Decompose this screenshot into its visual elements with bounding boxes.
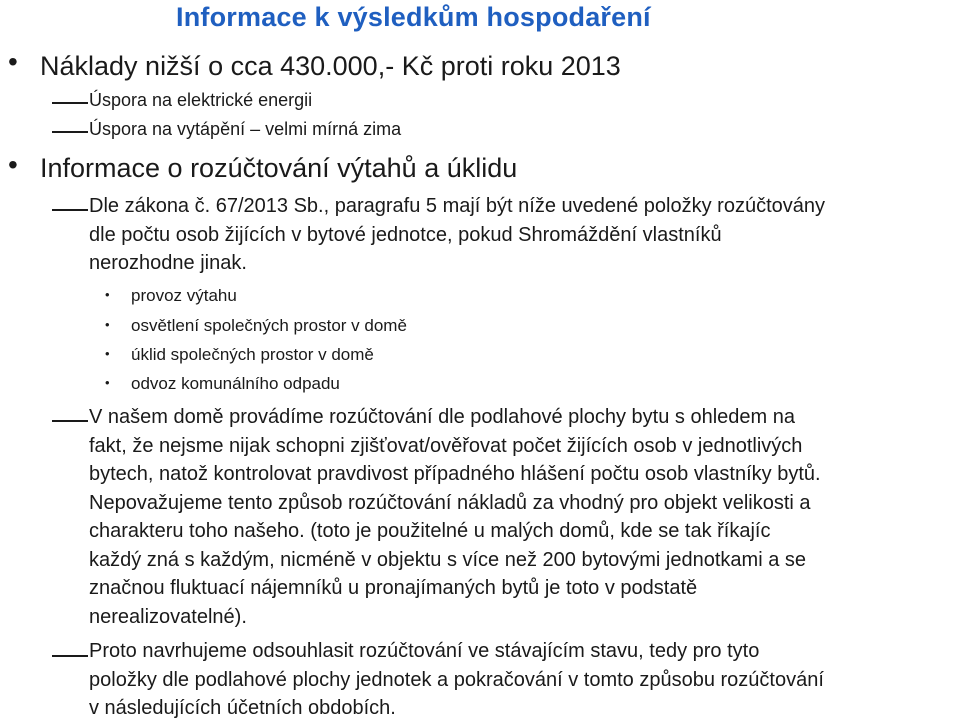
practice-line: Nepovažujeme tento způsob rozúčtování nákladů za vhodný pro objekt velikosti a: [89, 491, 811, 514]
bullet-icon: •: [105, 287, 110, 302]
sub-item-elevator: provoz výtahu: [131, 286, 237, 305]
practice-line: značnou fluktuací nájemníků u pronajímaných bytů je toto v podstatě: [89, 577, 698, 599]
law-line: nerozhodne jinak.: [89, 252, 247, 274]
practice-line: bytech, natož kontrolovat pravdivost případného hlášení počtu osob vlastníky bytů.: [89, 463, 821, 485]
costs-item-electricity: Úspora na elektrické energii: [89, 90, 313, 110]
dash-icon: [52, 420, 88, 422]
proposal-line: v následujících účetních obdobích.: [89, 697, 396, 719]
dash-icon: [52, 209, 88, 211]
proposal-line: Proto navrhujeme odsouhlasit rozúčtování ve stávajícím stavu, tedy pro tyto: [89, 640, 760, 662]
practice-line: nerealizovatelné).: [89, 605, 247, 628]
proposal-line: položky dle podlahové plochy jednotek a pokračování v tomto způsobu rozúčtování: [89, 668, 824, 691]
law-line: dle počtu osob žijících v bytové jednotce, pokud Shromáždění vlastníků: [89, 223, 722, 246]
sub-item-waste: odvoz komunálního odpadu: [131, 374, 340, 393]
law-line: Dle zákona č. 67/2013 Sb., paragrafu 5 mají být níže uvedené položky rozúčtovány: [89, 195, 825, 217]
practice-line: charakteru toho našeho. (toto je použitelné u malých domů, kde se tak říkajíc: [89, 520, 771, 542]
proposal-paragraph: [89, 637, 824, 723]
bullet-icon: •: [105, 317, 110, 332]
practice-line: fakt, že nejsme nijak schopni zjišťovat/ověřovat počet žijících osob v jednotlivých: [89, 434, 803, 457]
bullet-icon: •: [105, 375, 110, 390]
bullet-icon: •: [105, 346, 110, 361]
billing-heading: Informace o rozúčtování výtahů a úklidu: [40, 153, 518, 183]
costs-heading: Náklady nižší o cca 430.000,- Kč proti roku 2013: [40, 51, 621, 81]
current-practice-paragraph: [89, 403, 821, 631]
slide-title: Informace k výsledkům hospodaření: [176, 2, 651, 32]
dash-icon: [52, 102, 88, 104]
law-paragraph: [89, 192, 825, 278]
dash-icon: [52, 655, 88, 657]
dash-icon: [52, 131, 88, 133]
bullet-icon: •: [8, 149, 18, 180]
practice-line: každý zná s každým, nicméně v objektu s více než 200 bytovými jednotkami a se: [89, 548, 807, 571]
costs-item-heating: Úspora na vytápění – velmi mírná zima: [89, 119, 402, 139]
sub-item-lighting: osvětlení společných prostor v domě: [131, 316, 407, 335]
sub-item-cleaning: úklid společných prostor v domě: [131, 345, 374, 364]
bullet-icon: •: [8, 46, 18, 77]
practice-line: V našem domě provádíme rozúčtování dle podlahové plochy bytu s ohledem na: [89, 406, 795, 428]
